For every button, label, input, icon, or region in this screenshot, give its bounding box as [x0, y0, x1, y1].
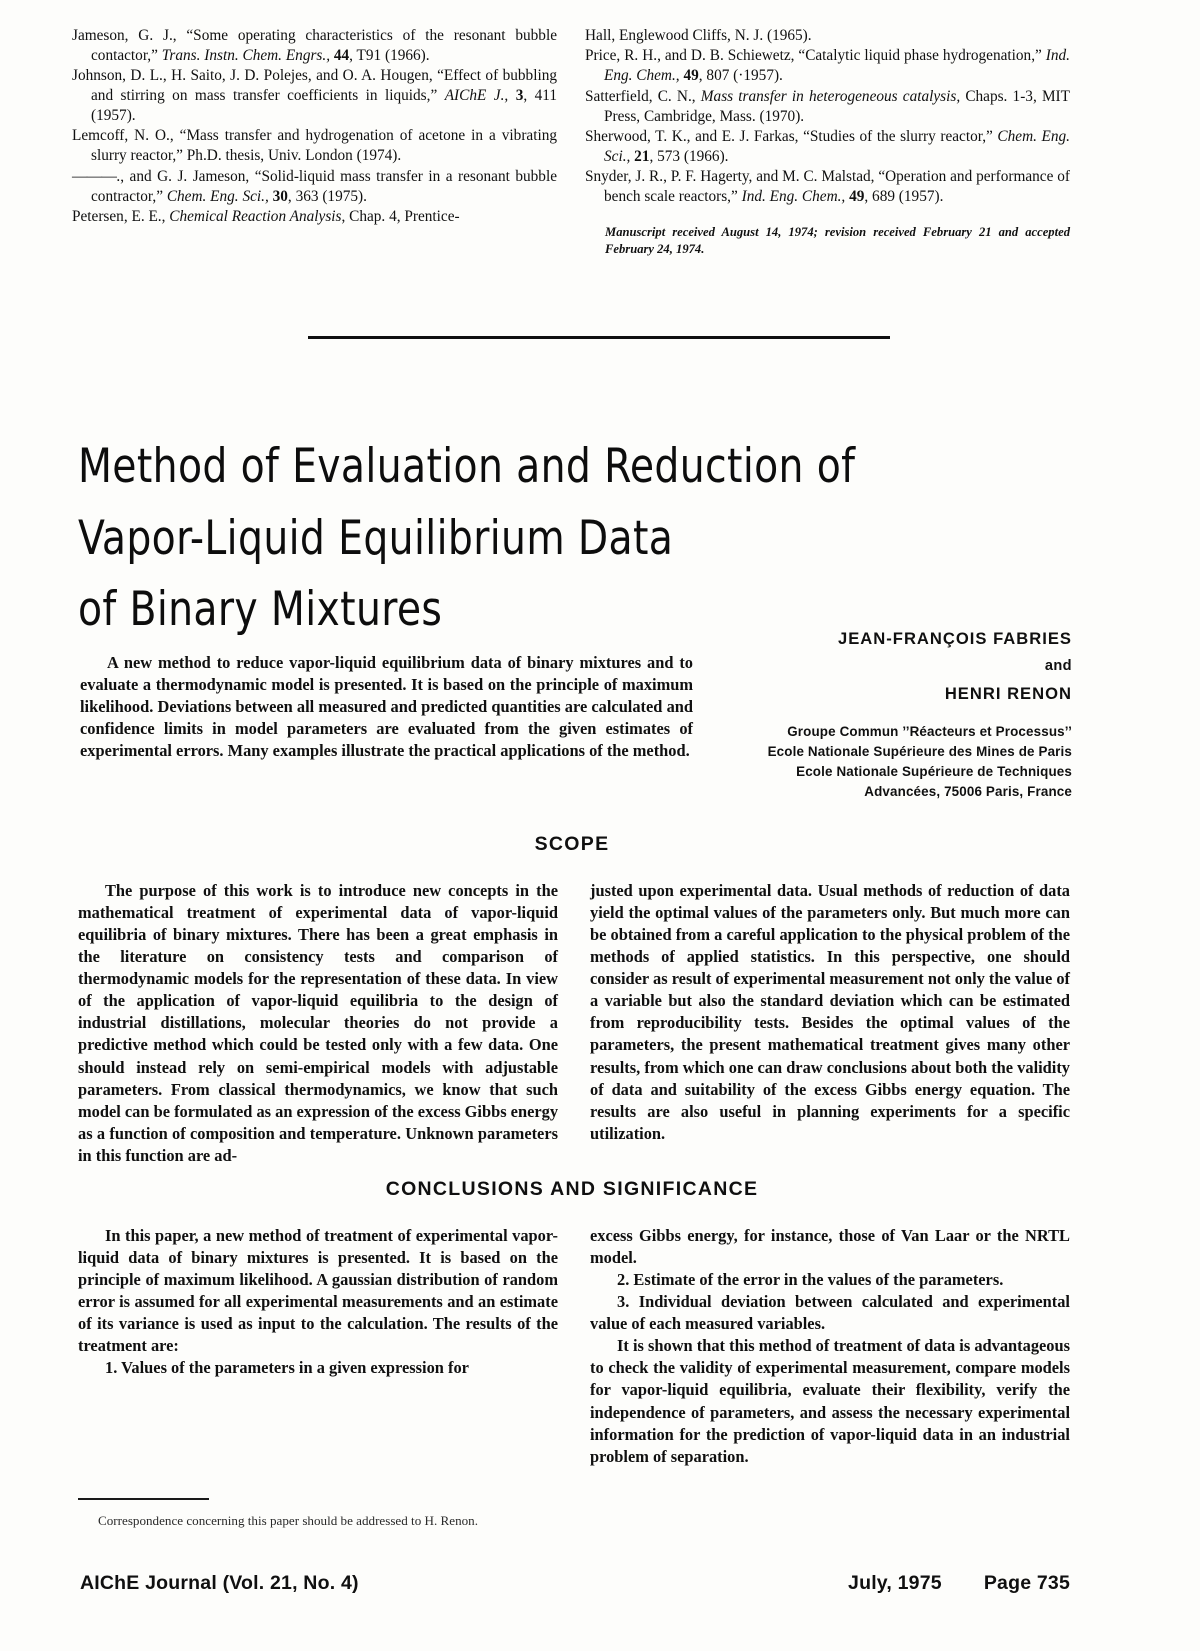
author-name-secondary: HENRI RENON	[944, 684, 1072, 704]
references-right-column	[585, 26, 1070, 270]
reference-item: Sherwood, T. K., and E. J. Farkas, “Studies of the slurry reactor,” Chem. Eng. Sci., 21, 573 (1966).	[585, 127, 1070, 165]
reference-item: Snyder, J. R., P. F. Hagerty, and M. C. Malstad, “Operation and performance of bench scale reactors,” Ind. Eng. Chem., 49, 689 (1957).	[585, 168, 1070, 205]
correspondence-note: Correspondence concerning this paper should be addressed to H. Renon.	[98, 1513, 478, 1528]
scope-body	[78, 880, 1070, 1167]
conclusions-list-item: 1. Values of the parameters in a given expression for	[105, 1358, 469, 1378]
conclusions-paragraph: excess Gibbs energy, for instance, those of Van Laar or the NRTL model.	[590, 1226, 1070, 1268]
abstract-text: A new method to reduce vapor-liquid equilibrium data of binary mixtures and to evaluate a thermodynamic model is presented. It is based on the principle of maximum likelihood. Deviations between all measured and predicted quantities are calculated and confidence limits in model parameters are evaluated from the given estimates of experimental errors. Many examples illustrate the practical applications of the method.	[80, 653, 693, 761]
reference-item: Hall, Englewood Cliffs, N. J. (1965).	[585, 27, 812, 44]
scope-right-column	[590, 880, 1070, 1167]
section-heading-scope: SCOPE	[534, 833, 610, 855]
page-title	[78, 431, 1008, 645]
affiliation-line-2: Ecole Nationale Supérieure des Mines de Paris	[767, 744, 1072, 760]
reference-item: Satterfield, C. N., Mass transfer in heterogeneous catalysis, Chaps. 1-3, MIT Press, Cambridge, Mass. (1970).	[585, 87, 1070, 125]
reference-item: Jameson, G. J., “Some operating characteristics of the resonant bubble contactor,” Trans. Instn. Chem. Engrs., 44, T91 (1966).	[72, 27, 557, 64]
footer-date: July, 1975	[848, 1572, 942, 1594]
manuscript-received-note: Manuscript received August 14, 1974; revision received February 21 and accepted February 24, 1974.	[605, 224, 1070, 256]
author-name-primary: JEAN-FRANÇOIS FABRIES	[838, 629, 1072, 648]
author-conjunction: and	[1044, 658, 1072, 675]
conclusions-left-column	[78, 1225, 558, 1468]
author-block	[700, 628, 1072, 802]
references-left-column	[72, 26, 557, 270]
conclusions-body	[78, 1225, 1070, 1468]
scope-paragraph: The purpose of this work is to introduce new concepts in the mathematical treatment of experimental data of vapor-liquid equilibria of binary mixtures. There has been a great emphasis in the literature on consistency tests and comparison of thermodynamic models for the representation of these data. In view of the application of vapor-liquid equilibria to the design of industrial distillations, molecular theories do not provide a predictive method which could be tested only with a few data. One should instead rely on semi-empirical models with adjustable parameters. From classical thermodynamics, we know that such model can be formulated as an expression of the excess Gibbs energy as a function of composition and temperature. Unknown parameters in this function are ad-	[78, 881, 559, 1165]
scope-left-column	[78, 880, 558, 1167]
affiliation-line-4: Advancées, 75006 Paris, France	[864, 783, 1072, 799]
section-heading-conclusions: CONCLUSIONS AND SIGNIFICANCE	[385, 1178, 759, 1200]
conclusions-list-item: 3. Individual deviation between calculated and experimental value of each measured variables.	[590, 1292, 1070, 1334]
section-divider-rule	[308, 336, 890, 339]
reference-item: Lemcoff, N. O., “Mass transfer and hydrogenation of acetone in a vibrating slurry reactor,” Ph.D. thesis, Univ. London (1974).	[72, 127, 557, 165]
footer-page-number: Page 735	[983, 1572, 1070, 1594]
title-line-3: of Binary Mixtures	[78, 582, 443, 638]
author-affiliation	[700, 722, 1072, 801]
footnote-rule	[78, 1498, 209, 1500]
title-line-1: Method of Evaluation and Reduction of	[78, 439, 856, 495]
conclusions-right-column	[590, 1225, 1070, 1468]
affiliation-line-1: Groupe Commun ’’Réacteurs et Processus’’	[787, 724, 1072, 740]
scope-paragraph: justed upon experimental data. Usual methods of reduction of data yield the optimal values of the parameters only. But much more can be obtained from a careful application to the physical problem of the methods of applied statistics. In this perspective, one should consider as result of experimental measurement not only the value of a variable but also the standard deviation which can be estimated from reproducibility tests. Besides the optimal values of the parameters, the present mathematical treatment gives many other results, from which one can draw conclusions about both the validity of data and suitability of the excess Gibbs energy equation. The results are also useful in planning experiments for a specific utilization.	[590, 881, 1070, 1143]
page-footer	[80, 1572, 1070, 1595]
conclusions-paragraph: It is shown that this method of treatment of data is advantageous to check the validity of experimental measurement, compare models for vapor-liquid equilibria, evaluate their flexibility, verify the independence of parameters, and assess the necessary experimental information for the prediction of vapor-liquid data in an industrial problem of separation.	[590, 1336, 1070, 1466]
references-block	[72, 26, 1070, 270]
reference-item: Johnson, D. L., H. Saito, J. D. Polejes, and O. A. Hougen, “Effect of bubbling and stirring on mass transfer coefficients in liquids,” AIChE J., 3, 411 (1957).	[72, 67, 557, 124]
reference-item: Price, R. H., and D. B. Schiewetz, “Catalytic liquid phase hydrogenation,” Ind. Eng. Chem., 49, 807 (·1957).	[585, 47, 1070, 85]
conclusions-list-item: 2. Estimate of the error in the values of the parameters.	[617, 1270, 1004, 1290]
reference-item: ———., and G. J. Jameson, “Solid-liquid mass transfer in a resonant bubble contractor,” Chem. Eng. Sci., 30, 363 (1975).	[72, 167, 557, 205]
conclusions-paragraph: In this paper, a new method of treatment of experimental vapor-liquid data of binary mixtures is presented. It is based on the principle of maximum likelihood. A gaussian distribution of random error is assumed for all experimental measurements and an estimate of its variance is used as input to the calculation. The results of the treatment are:	[78, 1226, 558, 1356]
reference-item: Petersen, E. E., Chemical Reaction Analysis, Chap. 4, Prentice-	[72, 207, 460, 225]
footer-right-group	[848, 1572, 1070, 1595]
title-line-2: Vapor-Liquid Equilibrium Data	[78, 510, 674, 566]
affiliation-line-3: Ecole Nationale Supérieure de Techniques	[796, 764, 1072, 780]
footer-journal-title: AIChE Journal (Vol. 21, No. 4)	[80, 1572, 359, 1594]
